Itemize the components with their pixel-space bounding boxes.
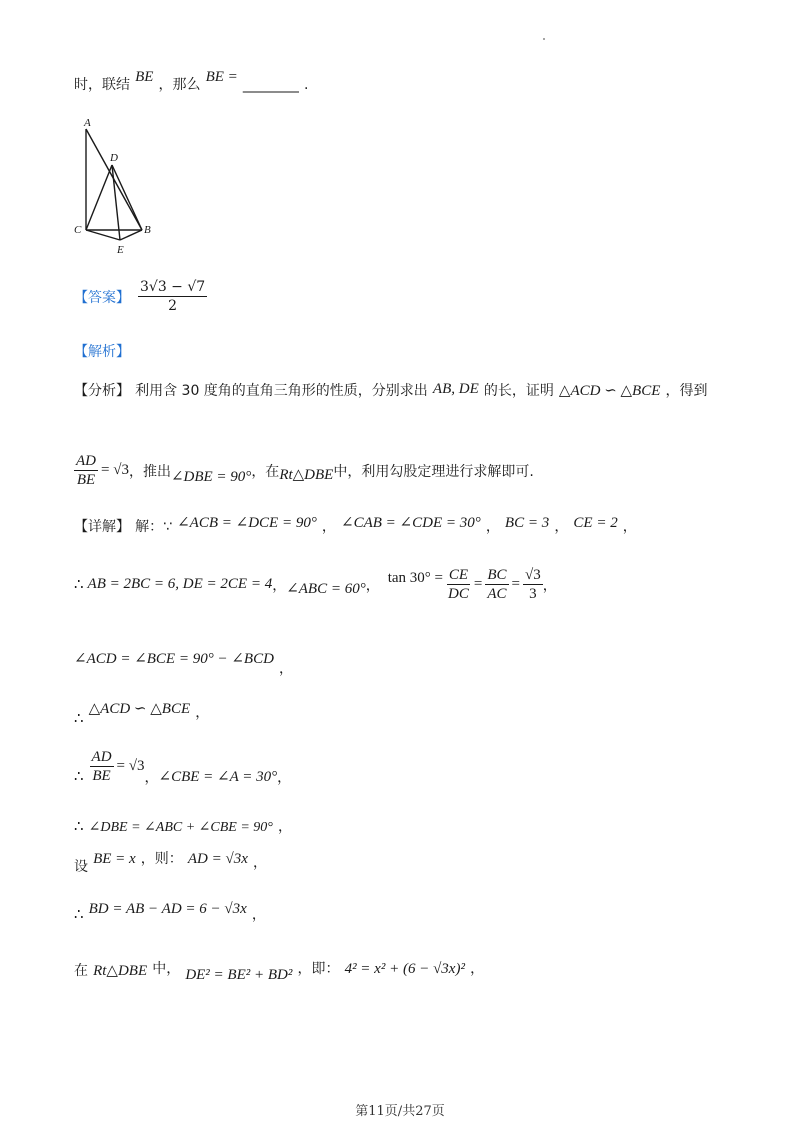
step4-line (74, 698, 210, 727)
step5-therefore: ∴ (74, 769, 84, 785)
step9-zai: 在 (74, 963, 88, 979)
step2-line (74, 566, 557, 603)
line1-period: . (304, 77, 309, 93)
label-b: B (144, 224, 151, 236)
geometry-figure (70, 112, 160, 257)
ratio-text2: ，在 (251, 463, 280, 480)
step2-comma3: ， (542, 577, 557, 594)
line1-prefix: 时，联结 (74, 77, 130, 93)
step2-f3-num: √3 (524, 567, 541, 583)
answer-numerator: 3√3 − √7 (140, 279, 206, 295)
step2-eq2: ∠ABC = 60° (286, 581, 366, 597)
segment-cd (86, 165, 112, 230)
label-a: A (84, 117, 91, 129)
step8-eq: BD = AB − AD = 6 − √3x (88, 901, 247, 917)
line1-var-be: BE (135, 69, 154, 85)
answer-row (74, 278, 207, 315)
step7-line (74, 848, 267, 875)
answer-fraction (138, 278, 207, 315)
step3-eq: ∠ACD = ∠BCE = 90° − ∠BCD (74, 651, 274, 667)
fenxi-text1: 利用含 30 度角的直角三角形的性质，分别求出 (135, 383, 428, 399)
step2-f2-num: BC (487, 567, 507, 583)
line1-be-eq: BE = (205, 69, 238, 85)
detail-jie: 解：∵ (135, 519, 173, 535)
step6-comma: ， (277, 819, 292, 835)
step4-therefore: ∴ (74, 711, 84, 727)
step3-comma: ， (279, 661, 293, 677)
step2-f2-den: AC (487, 586, 507, 602)
step9-rt: Rt△DBE (93, 963, 148, 979)
label-e: E (117, 244, 124, 256)
step2-tan: tan 30° = (387, 570, 444, 586)
step5-line (74, 748, 291, 785)
step2-comma2: ， (365, 577, 380, 594)
detail-eq3: BC = 3 (504, 515, 550, 531)
fenxi-ab-de: AB, DE (432, 381, 479, 397)
segment-eb (120, 230, 142, 240)
step5-eq: = √3 (116, 758, 145, 774)
step7-ze: ，则： (140, 851, 183, 867)
step5-den: BE (92, 768, 111, 784)
line-1 (74, 69, 309, 94)
step6-eq: ∠DBE = ∠ABC + ∠CBE = 90° (88, 820, 273, 835)
stray-dot-mark (543, 38, 545, 40)
analysis-tag: 【解析】 (74, 344, 130, 360)
step9-zhong: 中， (152, 961, 181, 977)
fenxi-line (74, 380, 708, 400)
step2-f1-den: DC (448, 586, 469, 602)
step5-fraction (90, 748, 114, 785)
detail-sep1: ， (321, 519, 336, 535)
step5-num: AD (91, 749, 112, 765)
label-c: C (74, 224, 82, 236)
step2-frac3 (523, 566, 543, 603)
step2-eq-a: = (473, 576, 483, 592)
step4-similar: △ACD ∽ △BCE (88, 701, 191, 717)
step9-ji: ，即： (297, 961, 340, 977)
step9-eq1: DE² = BE² + BD² (185, 967, 293, 983)
step9-eq2: 4² = x² + (6 − √3x)² (344, 961, 465, 977)
step7-eq1: BE = x (93, 851, 136, 867)
ratio-eq-sqrt: = √3 (101, 462, 129, 478)
step2-eq1: AB = 2BC = 6, DE = 2CE = 4 (87, 576, 273, 592)
ratio-text1: ，推出 (128, 463, 171, 480)
step9-line (74, 958, 485, 983)
step5-comma2: ， (277, 769, 292, 786)
page-number-footer: 第11页/共27页 (355, 1104, 445, 1119)
step8-comma: ， (251, 907, 266, 923)
step2-frac2 (485, 566, 508, 603)
ratio-num: AD (76, 453, 96, 469)
fenxi-text3: ，得到 (665, 383, 708, 399)
segment-de (112, 165, 120, 240)
step8-therefore: ∴ (74, 907, 84, 923)
segment-db (112, 165, 142, 230)
step6-therefore: ∴ (74, 819, 84, 835)
step7-she: 设 (74, 859, 88, 875)
detail-sep3: ， (554, 519, 569, 535)
detail-sep2: ， (485, 519, 500, 535)
step8-line (74, 898, 266, 923)
line1-blank: ________ (242, 77, 299, 93)
detail-eq1: ∠ACB = ∠DCE = 90° (177, 515, 317, 531)
fenxi-similar: △ACD ∽ △BCE (558, 383, 661, 399)
step3-line (74, 648, 293, 677)
ratio-den: BE (76, 472, 96, 488)
detail-sep4: ， (622, 519, 637, 535)
line1-then: ，那么 (158, 77, 201, 93)
step5-eq2: ∠CBE = ∠A = 30° (158, 769, 278, 785)
detail-eq4: CE = 2 (573, 515, 618, 531)
answer-denominator: 2 (168, 298, 178, 314)
ratio-fraction (74, 452, 98, 489)
ratio-text3: 中，利用勾股定理进行求解即可. (333, 463, 534, 480)
detail-eq2: ∠CAB = ∠CDE = 30° (341, 515, 481, 531)
step6-line (74, 816, 292, 836)
ratio-angle: ∠DBE = 90° (170, 469, 252, 485)
step2-f3-den: 3 (529, 586, 537, 602)
step2-frac1 (446, 566, 471, 603)
detail-line (74, 516, 637, 536)
label-d: D (110, 152, 118, 164)
fenxi-text2: 的长，证明 (483, 383, 554, 399)
step9-comma: ， (470, 961, 485, 977)
step2-eq-b: = (511, 576, 520, 592)
step7-eq2: AD = √3x (187, 851, 248, 867)
ratio-rt: Rt△DBE (279, 467, 334, 483)
segment-ce (86, 230, 120, 240)
step2-comma1: ， (272, 577, 287, 594)
step2-f1-num: CE (448, 567, 469, 583)
detail-tag: 【详解】 (74, 519, 130, 535)
step4-comma: ， (195, 705, 210, 721)
step7-comma: ， (253, 855, 267, 871)
fenxi-tag: 【分析】 (74, 383, 130, 399)
answer-tag: 【答案】 (74, 289, 130, 306)
ratio-line (74, 452, 534, 489)
step5-comma1: ， (144, 769, 159, 786)
step2-therefore: ∴ (74, 577, 84, 593)
